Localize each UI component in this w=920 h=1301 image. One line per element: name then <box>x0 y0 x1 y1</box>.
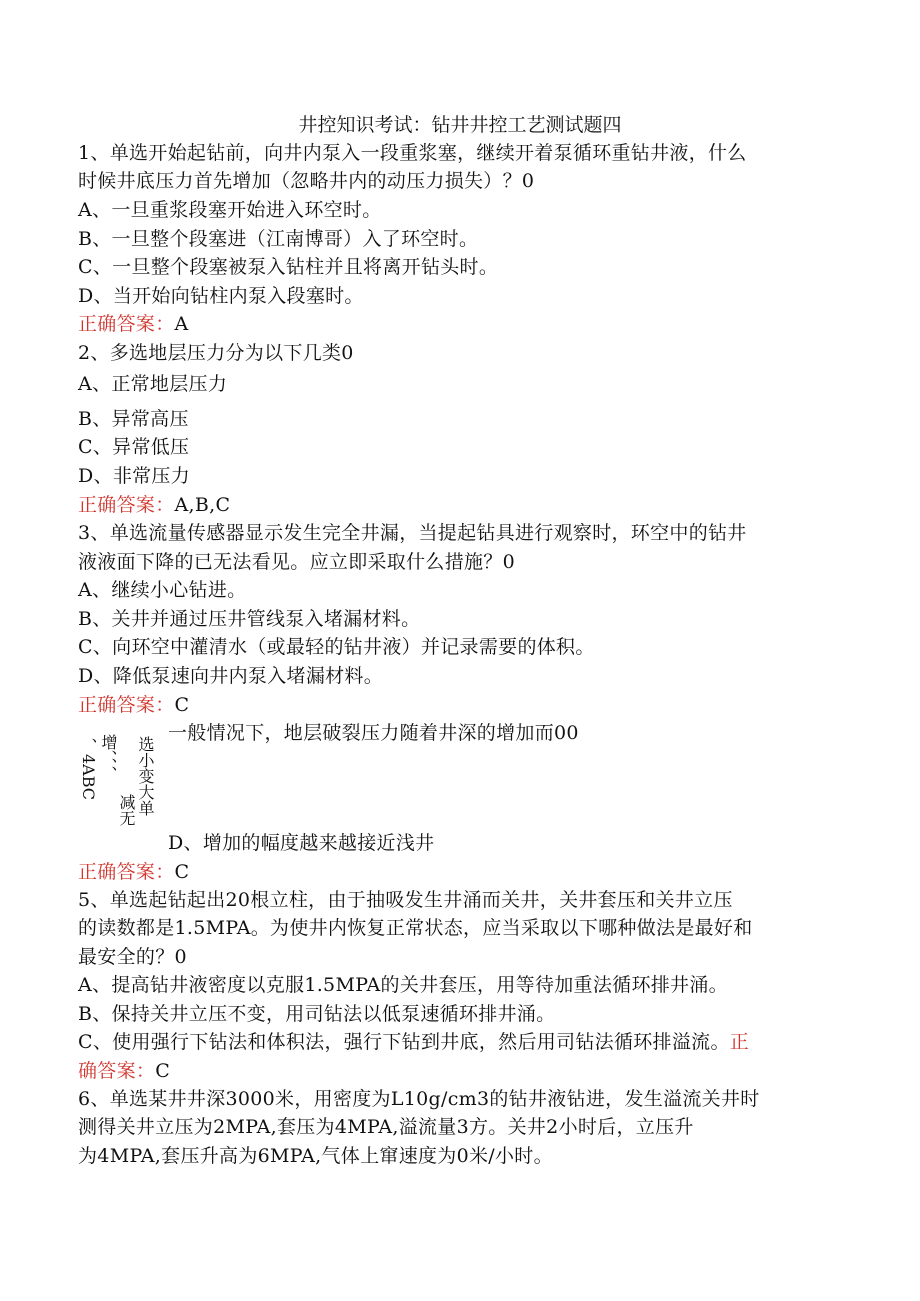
q1-stem-line2: 时候井底压力首先增加（忽略井内的动压力损失）？0 <box>78 170 535 192</box>
q1-option-c: C、一旦整个段塞被泵入钻柱并且将离开钻头时。 <box>78 256 499 278</box>
q5-stem-line1: 5、单选起钻起出20根立柱，由于抽吸发生井涌而关井，关井套压和关井立压 <box>78 889 733 911</box>
q5-option-c <box>78 1028 749 1056</box>
q1-option-a: A、一旦重浆段塞开始进入环空时。 <box>78 199 382 221</box>
q4-vertical-column-2: 增、、、 <box>99 734 118 782</box>
q2-option-d: D、非常压力 <box>78 465 191 487</box>
q1-answer <box>78 310 189 338</box>
answer-value: C <box>155 1060 171 1082</box>
q5-stem-line3: 最安全的？0 <box>78 946 187 968</box>
q6-stem-line3: 为4MPA,套压升高为6MPA,气体上窜速度为0米/小时。 <box>78 1145 553 1167</box>
answer-value: C <box>174 861 190 883</box>
answer-value: A <box>174 313 189 335</box>
q2-option-c: C、异常低压 <box>78 436 190 458</box>
answer-label: 正确答案： <box>78 494 175 516</box>
q5-option-b: B、保持关井立压不变，用司钻法以低泵速循环排井涌。 <box>78 1003 556 1025</box>
q1-stem-line1: 1、单选开始起钻前，向井内泵入一段重浆塞，继续开着泵循环重钻井液，什么 <box>78 142 747 164</box>
page-title: 井控知识考试：钻井井控工艺测试题四 <box>298 114 622 136</box>
answer-label: 正确答案： <box>78 694 175 716</box>
q4-stem-line1: 一般情况下，地层破裂压力随着井深的增加而00 <box>168 722 579 744</box>
q3-option-c: C、向环空中灌清水（或最轻的钻井液）并记录需要的体积。 <box>78 636 595 658</box>
q3-stem-line1: 3、单选流量传感器显示发生完全井漏，当提起钻具进行观察时，环空中的钻井 <box>78 522 747 544</box>
q4-vertical-column-4: 选小变大单 <box>136 736 155 816</box>
q6-stem-line2: 测得关井立压为2MPA,套压为4MPA,溢流量3方。关井2小时后，立压升 <box>78 1116 694 1138</box>
answer-value: A,B,C <box>174 494 231 516</box>
q5-option-a: A、提高钻井液密度以克服1.5MPA的关井套压，用等待加重法循环排井涌。 <box>78 974 728 996</box>
q5-stem-line2: 的读数都是1.5MPA。为使井内恢复正常状态，应当采取以下哪种做法是最好和 <box>78 917 753 939</box>
q3-stem-line2: 液液面下降的已无法看见。应立即采取什么措施？0 <box>78 551 515 573</box>
q1-option-b: B、一旦整个段塞进（江南博哥）入了环空时。 <box>78 228 479 250</box>
q3-option-a: A、继续小心钻进。 <box>78 579 247 601</box>
q2-option-a: A、正常地层压力 <box>78 373 228 395</box>
q5-option-c-text: C、使用强行下钻法和体积法，强行下钻到井底，然后用司钻法循环排溢流。 <box>78 1031 730 1053</box>
answer-value: C <box>174 694 190 716</box>
q3-answer <box>78 691 189 719</box>
q5-answer <box>78 1057 170 1085</box>
answer-label: 正确答案： <box>78 313 175 335</box>
q2-option-b: B、异常高压 <box>78 408 189 430</box>
q1-option-d: D、当开始向钻柱内泵入段塞时。 <box>78 285 364 307</box>
q5-answer-label-start: 正 <box>729 1031 750 1053</box>
q3-option-b: B、关井并通过压井管线泵入堵漏材料。 <box>78 608 421 630</box>
q6-stem-line1: 6、单选某井井深3000米，用密度为L10g/cm3的钻井液钻进，发生溢流关井时 <box>78 1088 760 1110</box>
answer-label: 确答案： <box>78 1060 156 1082</box>
q4-option-d: D、增加的幅度越来越接近浅井 <box>168 832 435 854</box>
q2-stem-line1: 2、多选地层压力分为以下几类0 <box>78 342 354 364</box>
answer-label: 正确答案： <box>78 861 175 883</box>
q2-answer <box>78 491 230 519</box>
q3-option-d: D、降低泵速向井内泵入堵漏材料。 <box>78 665 384 687</box>
q4-answer <box>78 858 189 886</box>
q4-vertical-column-1: 、4ABC <box>79 738 98 801</box>
q4-vertical-column-3: 减无 <box>117 794 136 826</box>
